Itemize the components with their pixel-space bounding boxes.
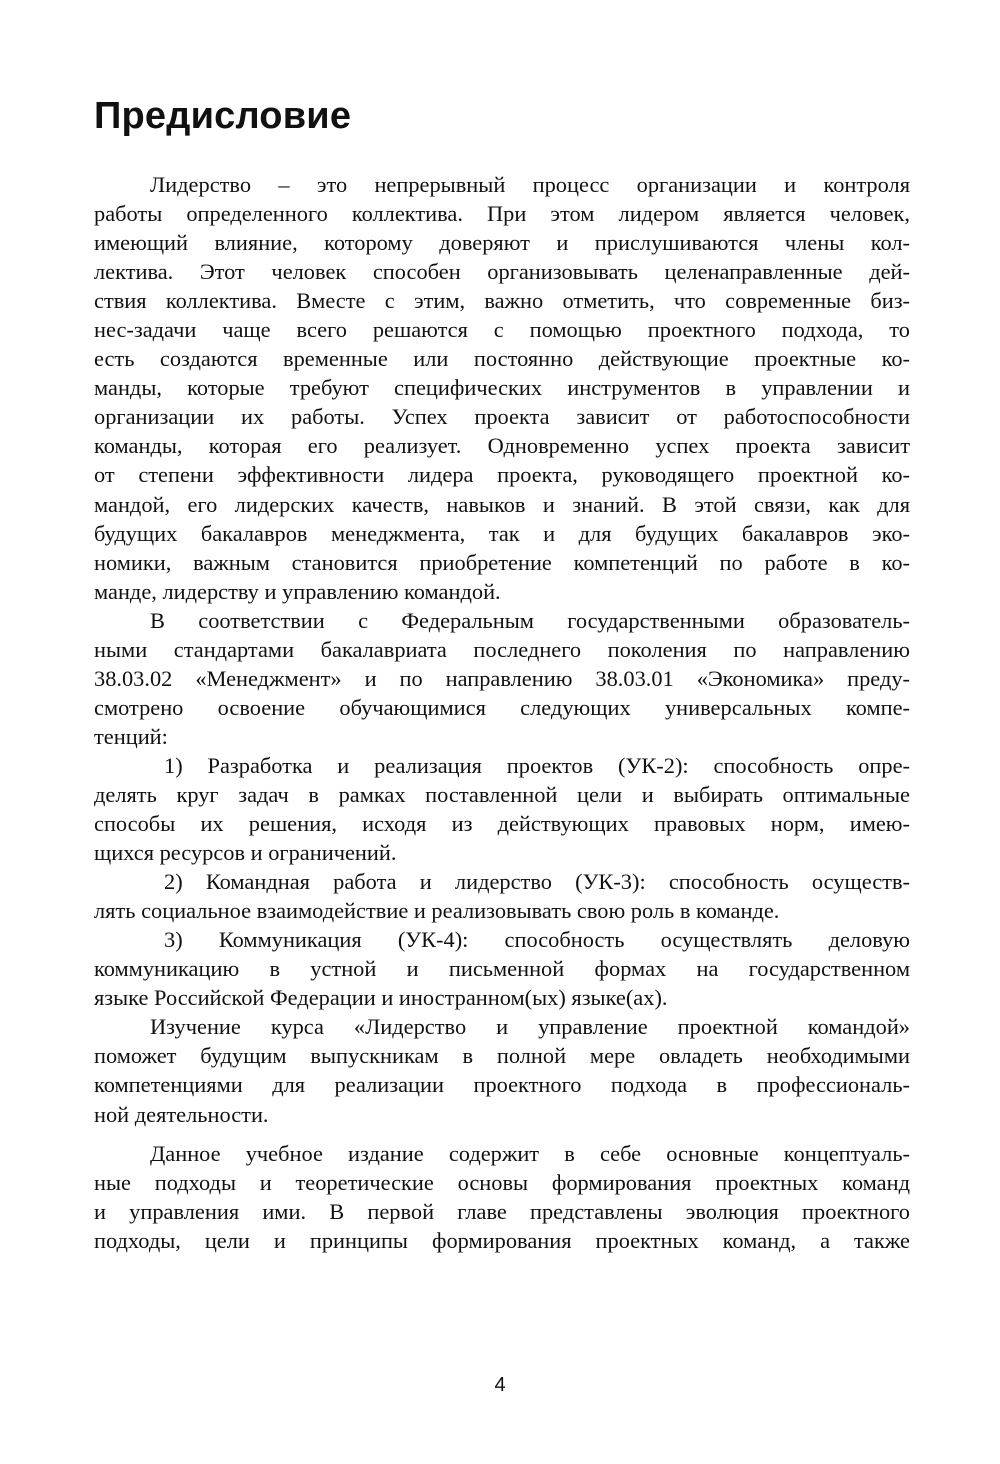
- text-line: делять круг задач в рамках поставленной цели и выбирать оптимальные: [94, 781, 910, 807]
- text-line: номики, важным становится приобретение компетенций по работе в ко-: [94, 549, 910, 575]
- page-title: Предисловие: [94, 95, 352, 137]
- text-line: языке Российской Федерации и иностранном(ых) языке(ах).: [94, 985, 668, 1011]
- text-line: мандой, его лидерских качеств, навыков и знаний. В этой связи, как для: [94, 491, 910, 517]
- text-line: есть создаются временные или постоянно действующие проектные ко-: [94, 346, 910, 372]
- page-number: 4: [494, 1374, 506, 1396]
- text-line: манде, лидерству и управлению командой.: [94, 578, 501, 604]
- text-line: от степени эффективности лидера проекта, руководящего проектной ко-: [94, 462, 910, 488]
- text-line: ной деятельности.: [94, 1101, 269, 1127]
- text-line: смотрено освоение обучающимися следующих универсальных компе-: [94, 694, 910, 720]
- text-line: ные подходы и теоретические основы формирования проектных команд: [94, 1169, 910, 1195]
- text-line: поможет будущим выпускникам в полной мере овладеть необходимыми: [94, 1043, 910, 1069]
- paragraph-7: [94, 1139, 910, 1255]
- text-line: Данное учебное издание содержит в себе основные концептуаль-: [150, 1140, 910, 1166]
- paragraph-2: [94, 606, 910, 751]
- paragraph-gap: [94, 1129, 910, 1139]
- text-line: ствия коллектива. Вместе с этим, важно отметить, что современные биз-: [94, 288, 910, 314]
- list-item-uk-3: [94, 867, 910, 925]
- text-line: имеющий влияние, которому доверяют и прислушиваются члены кол-: [94, 230, 910, 256]
- text-line: 1) Разработка и реализация проектов (УК-2): способность опре-: [164, 752, 910, 778]
- text-line: В соответствии с Федеральным государственными образователь-: [150, 607, 910, 633]
- text-line: лектива. Этот человек способен организовывать целенаправленные дей-: [94, 259, 910, 285]
- text-line: Лидерство – это непрерывный процесс организации и контроля: [150, 172, 910, 197]
- text-line: нес-задачи чаще всего решаются с помощью проектного подхода, то: [94, 317, 910, 343]
- list-item-uk-2: [94, 751, 910, 867]
- paragraph-6: [94, 1012, 910, 1128]
- text-line: ными стандартами бакалавриата последнего поколения по направлению: [94, 636, 910, 662]
- text-line: лять социальное взаимодействие и реализовывать свою роль в команде.: [94, 898, 780, 924]
- text-line: компетенциями для реализации проектного подхода в профессиональ-: [94, 1072, 910, 1098]
- text-line: будущих бакалавров менеджмента, так и для будущих бакалавров эко-: [94, 520, 910, 546]
- text-line: Изучение курса «Лидерство и управление проектной командой»: [150, 1014, 910, 1040]
- body-text: [94, 170, 910, 1255]
- text-line: 3) Коммуникация (УК-4): способность осуществлять деловую: [164, 927, 910, 953]
- text-line: команды, которая его реализует. Одновременно успех проекта зависит: [94, 433, 910, 459]
- list-item-uk-4: [94, 925, 910, 1012]
- text-line: подходы, цели и принципы формирования проектных команд, а также: [94, 1227, 910, 1253]
- text-line: и управления ими. В первой главе представлены эволюция проектного: [94, 1198, 910, 1224]
- text-line: манды, которые требуют специфических инструментов в управлении и: [94, 375, 910, 401]
- text-line: способы их решения, исходя из действующих правовых норм, имею-: [94, 811, 910, 837]
- text-line: коммуникацию в устной и письменной формах на государственном: [94, 956, 910, 982]
- text-line: 2) Командная работа и лидерство (УК-3): способность осуществ-: [164, 869, 910, 895]
- text-line: организации их работы. Успех проекта зависит от работоспособности: [94, 404, 910, 430]
- paragraph-1: [94, 170, 910, 606]
- text-line: работы определенного коллектива. При этом лидером является человек,: [94, 201, 910, 227]
- text-line: щихся ресурсов и ограничений.: [94, 840, 397, 866]
- text-line: тенций:: [94, 723, 168, 749]
- text-line: 38.03.02 «Менеджмент» и по направлению 38.03.01 «Экономика» преду-: [94, 665, 910, 691]
